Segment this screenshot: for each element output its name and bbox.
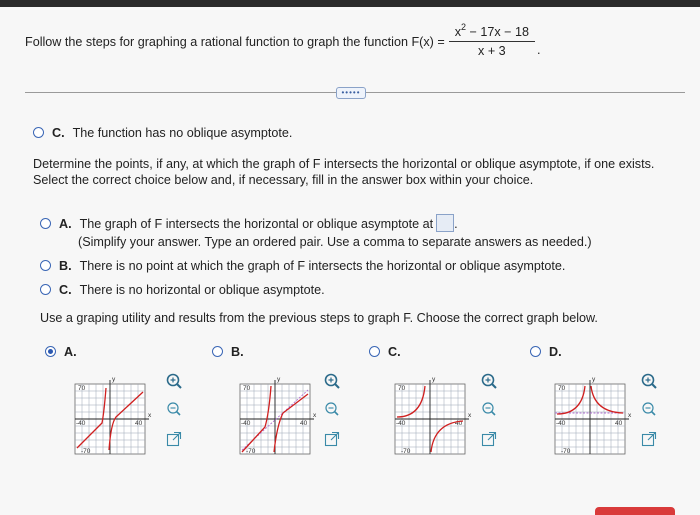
radio-icon <box>33 127 44 138</box>
choice-a-hint: (Simplify your answer. Type an ordered pair. Use a comma to separate answers as needed.) <box>78 235 592 249</box>
zoom-out-icon-c[interactable] <box>480 400 498 418</box>
bottom-button-edge[interactable] <box>595 507 675 515</box>
graph-option-b[interactable]: B. <box>212 345 252 359</box>
y-axis-label: y <box>592 376 596 383</box>
graph-option-d[interactable]: D. <box>530 345 570 359</box>
top-bar <box>0 0 700 7</box>
answer-input[interactable] <box>436 214 454 232</box>
popout-icon-d[interactable] <box>640 430 658 448</box>
xmin-label: -40 <box>556 420 566 427</box>
x-axis-label: x <box>148 412 152 419</box>
graph-b[interactable] <box>230 370 322 460</box>
radio-graph-b[interactable] <box>212 346 223 357</box>
x-axis-label: x <box>313 412 317 419</box>
ymax-label: 70 <box>243 385 251 392</box>
radio-graph-a[interactable] <box>45 346 56 357</box>
numerator: $x^2 - 17x - 18$ <box>449 25 535 42</box>
previous-choice-c: C. The function has no oblique asymptote. <box>33 125 292 141</box>
ymax-label: 70 <box>398 385 406 392</box>
choice-c[interactable]: C. There is no horizontal or oblique asymptote. <box>40 282 325 298</box>
zoom-out-icon-d[interactable] <box>640 400 658 418</box>
radio-b[interactable] <box>40 260 51 271</box>
graph-option-a[interactable]: A. <box>45 345 85 359</box>
xmax-label: 40 <box>455 420 463 427</box>
radio-graph-c[interactable] <box>369 346 380 357</box>
y-axis-label: y <box>277 376 281 383</box>
xmax-label: 40 <box>615 420 623 427</box>
instruction: Determine the points, if any, at which the graph of F intersects the horizontal or oblique asymptote, if one exists. Select the correct choice below and, if necessary, fill in the answer box within your choice. <box>33 157 655 187</box>
function-fraction <box>449 22 535 58</box>
ymin-label: -70 <box>561 448 571 455</box>
graph-d[interactable] <box>545 370 637 460</box>
xmin-label: -40 <box>76 420 86 427</box>
graph-a[interactable] <box>65 370 157 460</box>
xmax-label: 40 <box>135 420 143 427</box>
radio-a[interactable] <box>40 218 51 229</box>
radio-c[interactable] <box>40 284 51 295</box>
ymin-label: -70 <box>81 448 91 455</box>
popout-icon-c[interactable] <box>480 430 498 448</box>
y-axis-label: y <box>112 376 116 383</box>
ymin-label: -70 <box>246 448 256 455</box>
zoom-in-icon-b[interactable] <box>323 372 341 390</box>
denominator: x + 3 <box>478 44 506 58</box>
ymax-label: 70 <box>78 385 86 392</box>
x-axis-label: x <box>468 412 472 419</box>
zoom-in-icon-d[interactable] <box>640 372 658 390</box>
radio-graph-d[interactable] <box>530 346 541 357</box>
question: Follow the steps for graphing a rational function to graph the function F(x) = $\frac{x^2 - 17x - 18}{x + 3}$ . <box>25 22 541 58</box>
zoom-out-icon-b[interactable] <box>323 400 341 418</box>
ymin-label: -70 <box>401 448 411 455</box>
more-button[interactable]: ••••• <box>336 87 366 99</box>
popout-icon-b[interactable] <box>323 430 341 448</box>
graph-prompt: Use a graping utility and results from the previous steps to graph F. Choose the correct graph below. <box>40 311 598 325</box>
choice-a[interactable]: A. The graph of F intersects the horizontal or oblique asymptote at . <box>40 214 458 232</box>
graph-c[interactable] <box>385 370 477 460</box>
zoom-out-icon-a[interactable] <box>165 400 183 418</box>
popout-icon-a[interactable] <box>165 430 183 448</box>
xmin-label: -40 <box>396 420 406 427</box>
xmax-label: 40 <box>300 420 308 427</box>
zoom-in-icon-a[interactable] <box>165 372 183 390</box>
ymax-label: 70 <box>558 385 566 392</box>
y-axis-label: y <box>432 376 436 383</box>
choice-b[interactable]: B. There is no point at which the graph of F intersects the horizontal or oblique asymptote. <box>40 258 565 274</box>
question-prefix: Follow the steps for graphing a rational function to graph the function F(x) = <box>25 34 445 49</box>
graph-option-c[interactable]: C. <box>369 345 409 359</box>
x-axis-label: x <box>628 412 632 419</box>
zoom-in-icon-c[interactable] <box>480 372 498 390</box>
xmin-label: -40 <box>241 420 251 427</box>
